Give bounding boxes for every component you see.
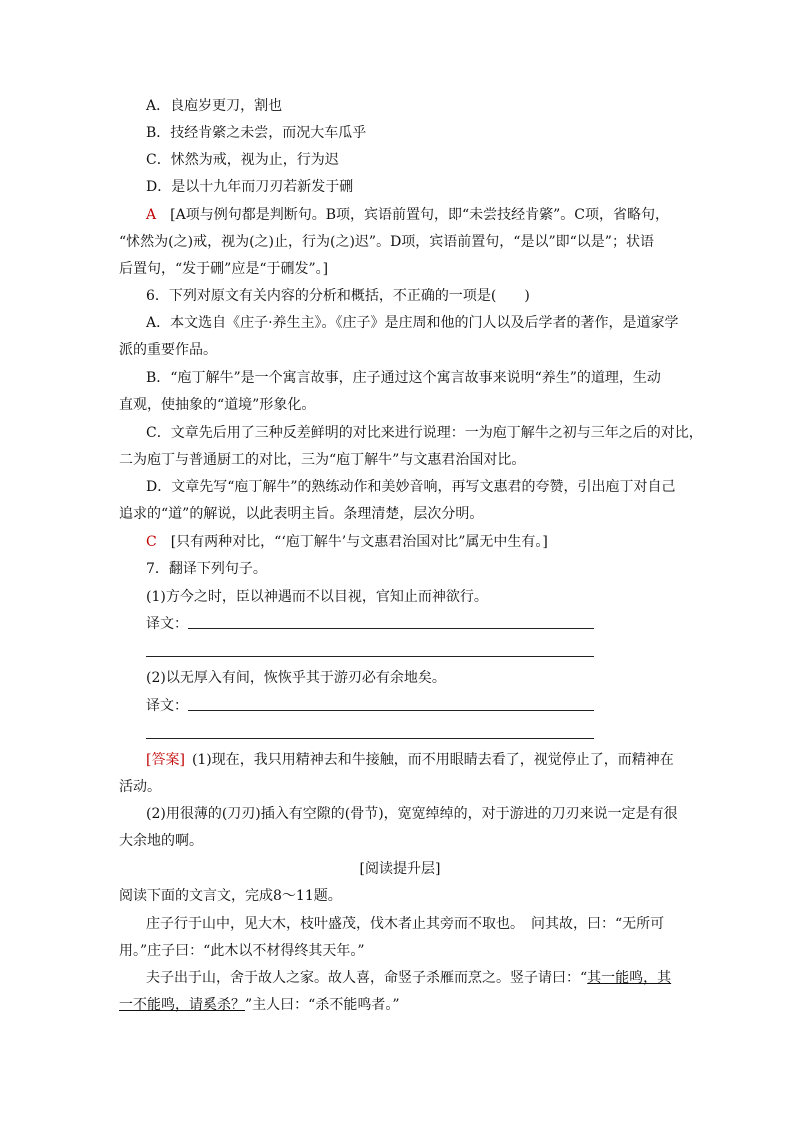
q6-stem: 6．下列对原文有关内容的分析和概括，不正确的一项是( ) — [146, 288, 530, 304]
q5-option-d: D．是以十九年而刀刃若新发于硎 — [146, 179, 354, 195]
reading-intro: 阅读下面的文言文，完成8～11题。 — [119, 888, 342, 904]
q5-answer-letter: A — [146, 207, 157, 223]
q6-option-d-1: D．文章先写“庖丁解牛”的熟练动作和美妙音响，再写文惠君的夸赞，引出庖丁对自己 — [146, 479, 676, 495]
q7-answer-line-3: (2)用很薄的(刀刃)插入有空隙的(骨节)，宽宽绰绰的，对于游进的刀刃来说一定是有很 — [146, 806, 678, 822]
q7-answer-line-4: 大余地的啊。 — [119, 833, 203, 849]
q6-answer-letter: C — [146, 534, 157, 550]
q7-answer-rule-2a — [188, 710, 594, 711]
section-title: [阅读提升层] — [359, 861, 441, 877]
reading-p2-text-b: ”主人曰：“杀不能鸣者。” — [245, 997, 400, 1013]
q7-answer-tag: [答案] — [146, 752, 185, 768]
q6-answer-text: [只有两种对比，“‘庖丁解牛’与文惠君治国对比”属无中生有。] — [170, 534, 548, 550]
reading-p1-line-1: 庄子行于山中，见大木，枝叶盛茂，伐木者止其旁而不取也。 问其故，曰：“无所可 — [146, 916, 665, 932]
q7-answer-1a: (1)现在，我只用精神去和牛接触，而不用眼睛去看了，视觉停止了，而精神在 — [191, 752, 674, 768]
q5-answer-line-3: 后置句，“发于硎”应是“于硎发”。] — [119, 261, 329, 277]
q5-answer-line-1 — [146, 205, 681, 225]
q6-option-d-2: 追求的“道”的解说，以此表明主旨。条理清楚，层次分明。 — [119, 506, 484, 522]
q7-translation-label-1: 译文： — [146, 616, 188, 632]
reading-p2-line-1 — [146, 968, 681, 988]
q6-option-c-2: 二为庖丁与普通厨工的对比，三为“庖丁解牛”与文惠君治国对比。 — [119, 452, 526, 468]
q7-answer-line-2: 活动。 — [119, 779, 161, 795]
q6-option-a-2: 派的重要作品。 — [119, 342, 217, 358]
q5-answer-line-2: “怵然为(之)戒，视为(之)止，行为(之)迟”。D项，宾语前置句，“是以”即“以是”；状语 — [119, 234, 654, 250]
q6-option-b-2: 直观，使抽象的“道境”形象化。 — [119, 397, 316, 413]
reading-p2-text-a: 夫子出于山，舍于故人之家。故人喜，命竖子杀雁而烹之。竖子请曰：“ — [146, 970, 588, 986]
q7-sentence-2: (2)以无厚入有间，恢恢乎其于游刃必有余地矣。 — [146, 670, 446, 686]
q6-option-c-1: C．文章先后用了三种反差鲜明的对比来进行说理：一为庖丁解牛之初与三年之后的对比， — [146, 425, 703, 441]
q7-answer-line-1 — [146, 750, 681, 770]
q5-answer-text: [A项与例句都是判断句。B项，宾语前置句，即“未尝技经肯綮”。C项，省略句， — [170, 207, 670, 223]
q7-sentence-1: (1)方今之时，臣以神遇而不以目视，官知止而神欲行。 — [146, 589, 488, 605]
q6-option-a-1: A．本文选自《庄子·养生主》。《庄子》是庄周和他的门人以及后学者的著作，是道家学 — [146, 315, 679, 331]
reading-p1-line-2: 用。”庄子曰：“此木以不材得终其天年。” — [119, 943, 365, 959]
q5-option-c: C．怵然为戒，视为止，行为迟 — [146, 152, 339, 168]
reading-p2-underlined-a: 其一能鸣，其 — [587, 970, 672, 986]
q5-option-a: A．良庖岁更刀，割也 — [146, 98, 283, 114]
reading-p2-underlined-b: 一不能鸣，请奚杀？ — [119, 997, 245, 1013]
q6-option-b-1: B．“庖丁解牛”是一个寓言故事，庄子通过这个寓言故事来说明“养生”的道理，生动 — [146, 370, 661, 386]
reading-p2-line-2 — [119, 995, 681, 1015]
q7-answer-rule-1b — [146, 656, 594, 657]
q6-answer — [146, 532, 681, 552]
q5-option-b: B．技经肯綮之未尝，而况大车瓜乎 — [146, 125, 367, 141]
q7-stem: 7．翻译下列句子。 — [146, 561, 267, 577]
q7-answer-rule-2b — [146, 738, 594, 739]
q7-answer-rule-1a — [188, 628, 594, 629]
q7-translation-label-2: 译文： — [146, 698, 188, 714]
